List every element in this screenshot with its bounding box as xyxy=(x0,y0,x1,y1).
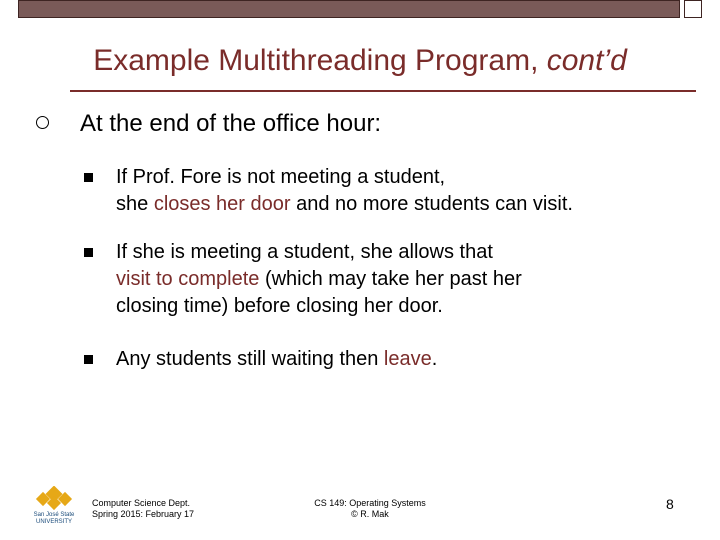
bullet-3-pre: Any students still waiting then xyxy=(116,348,384,370)
bullet-1-post: and no more students can visit. xyxy=(290,193,573,215)
page-number: 8 xyxy=(666,496,674,512)
bullet-3-post: . xyxy=(431,348,438,370)
footer-course: CS 149: Operating Systems xyxy=(314,498,426,508)
bullet-1-line-1: If Prof. Fore is not meeting a student, xyxy=(116,166,446,188)
university-logo-text xyxy=(26,512,82,526)
top-decor-box xyxy=(684,0,702,18)
bullet-3-highlight: leave xyxy=(383,348,432,370)
title-divider xyxy=(70,90,696,92)
bullet-1-highlight: closes her door xyxy=(153,193,291,215)
square-bullet-icon xyxy=(84,355,93,364)
square-bullet-icon xyxy=(84,248,93,257)
bullet-1-line-2 xyxy=(116,191,706,218)
logo-line-2: UNIVERSITY xyxy=(35,519,72,525)
bullet-2-line-3: closing time) before closing her door. xyxy=(116,295,443,317)
footer-author: © R. Mak xyxy=(351,509,389,519)
slide-title xyxy=(0,44,720,78)
logo-line-1: San José State xyxy=(33,512,75,518)
bullet-2-highlight: visit to complete xyxy=(116,268,260,290)
bullet-2-line-2 xyxy=(116,266,706,293)
bullet-2-post: (which may take her past her xyxy=(259,268,522,290)
top-decor-bar xyxy=(18,0,680,18)
bullet-3-line-1 xyxy=(116,346,706,373)
footer-left xyxy=(92,498,194,520)
bullet-1-pre: she xyxy=(116,193,154,215)
bullet-item-2 xyxy=(116,239,706,320)
footer-dept: Computer Science Dept. xyxy=(92,498,191,508)
slide-title-main: Example Multithreading Program, xyxy=(93,44,547,77)
circle-bullet-icon xyxy=(36,116,49,129)
slide-title-italic: cont’d xyxy=(546,44,627,77)
bullet-item-3 xyxy=(116,346,706,373)
footer-date: Spring 2015: February 17 xyxy=(92,509,195,519)
bullet-item-1 xyxy=(116,164,706,218)
footer-center xyxy=(300,498,440,520)
level1-text: At the end of the office hour: xyxy=(80,110,382,137)
bullet-2-line-1: If she is meeting a student, she allows that xyxy=(116,241,493,263)
square-bullet-icon xyxy=(84,173,93,182)
university-logo-icon xyxy=(30,486,78,534)
